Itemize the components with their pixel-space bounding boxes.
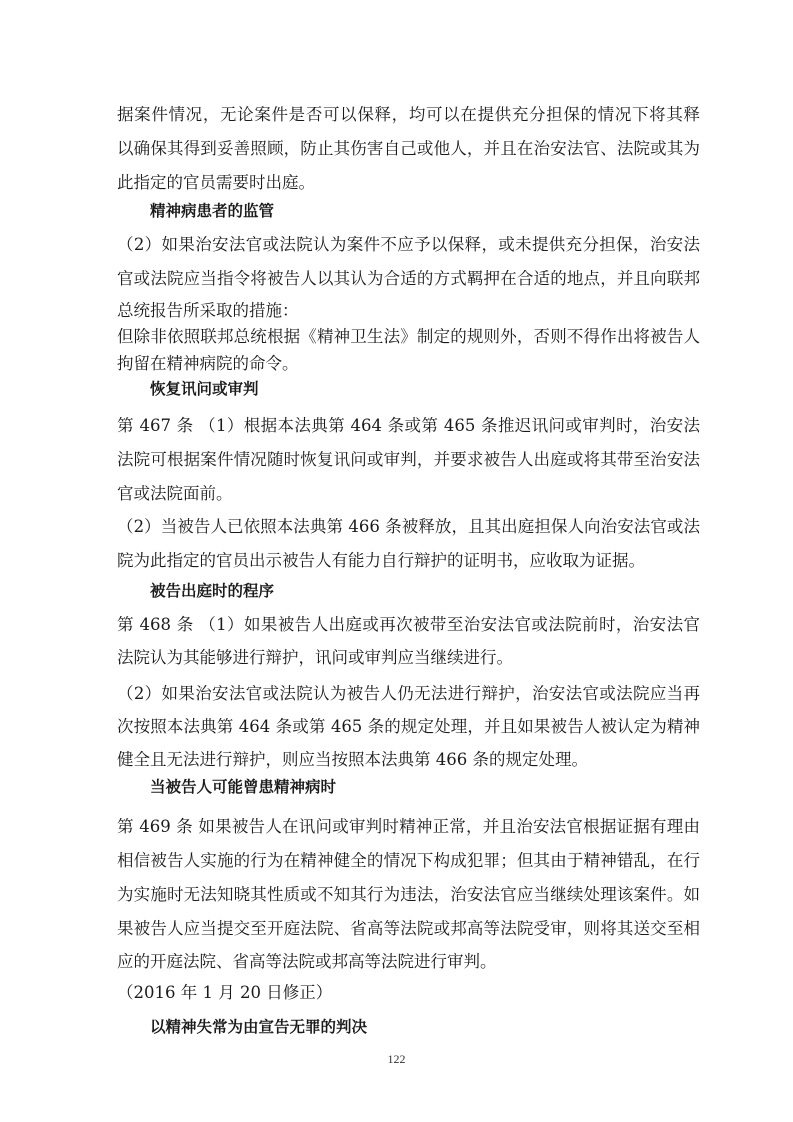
text-line: 为实施时无法知晓其性质或不知其行为违法，治安法官应当继续处理该案件。如 [117, 885, 700, 904]
text-line: （2）如果治安法官或法院认为案件不应予以保释，或未提供充分担保，治安法 [117, 235, 700, 254]
text-line: 以确保其得到妥善照顾，防止其伤害自己或他人，并且在治安法官、法院或其为 [117, 139, 700, 158]
page-number: 122 [387, 1052, 406, 1066]
text-line: 健全且无法进行辩护，则应当按照本法典第 466 条的规定处理。 [117, 750, 588, 769]
text-line: 相信被告人实施的行为在精神健全的情况下构成犯罪；但其由于精神错乱，在行 [117, 851, 700, 870]
text-line: （2）如果治安法官或法院认为被告人仍无法进行辩护，治安法官或法院应当再 [117, 684, 700, 703]
text-line: 法院可根据案件情况随时恢复讯问或审判，并要求被告人出庭或将其带至治安法 [117, 450, 700, 469]
text-line: 次按照本法典第 464 条或第 465 条的规定处理，并且如果被告人被认定为精神 [117, 717, 700, 736]
section-heading: 恢复讯问或审判 [150, 380, 259, 398]
text-line: 但除非依照联邦总统根据《精神卫生法》制定的规则外，否则不得作出将被告人 [117, 327, 700, 346]
text-line: 拘留在精神病院的命令。 [117, 354, 299, 373]
text-line: 第 469 条 如果被告人在讯问或审判时精神正常，并且治安法官根据证据有理由 [117, 817, 700, 836]
text-line: （2016 年 1 月 20 日修正） [117, 983, 333, 1002]
text-line: 官或法院面前。 [117, 484, 233, 503]
text-line: 总统报告所采取的措施： [117, 301, 299, 320]
text-line: 据案件情况，无论案件是否可以保释，均可以在提供充分担保的情况下将其释 [117, 105, 700, 124]
section-heading: 当被告人可能曾患精神病时 [150, 778, 337, 796]
text-line: （2）当被告人已依照本法典第 466 条被释放，且其出庭担保人向治安法官或法 [117, 517, 700, 536]
section-heading: 精神病患者的监管 [150, 202, 275, 220]
text-line: 院为此指定的官员出示被告人有能力自行辩护的证明书，应收取为证据。 [117, 551, 645, 570]
text-line: 果被告人应当提交至开庭法院、省高等法院或邦高等法院受审，则将其送交至相 [117, 919, 700, 938]
text-line: 第 467 条 （1）根据本法典第 464 条或第 465 条推迟讯问或审判时，治安法 [117, 416, 700, 435]
section-heading: 被告出庭时的程序 [150, 582, 275, 600]
text-line: 第 468 条 （1）如果被告人出庭或再次被带至治安法官或法院前时，治安法官 [117, 615, 700, 634]
text-line: 应的开庭法院、省高等法院或邦高等法院进行审判。 [117, 952, 497, 971]
text-line: 此指定的官员需要时出庭。 [117, 173, 315, 192]
text-line: 官或法院应当指令将被告人以其认为合适的方式羁押在合适的地点，并且向联邦 [117, 269, 700, 288]
section-heading: 以精神失常为由宣告无罪的判决 [150, 1018, 368, 1036]
text-line: 法院认为其能够进行辩护，讯问或审判应当继续进行。 [117, 648, 513, 667]
